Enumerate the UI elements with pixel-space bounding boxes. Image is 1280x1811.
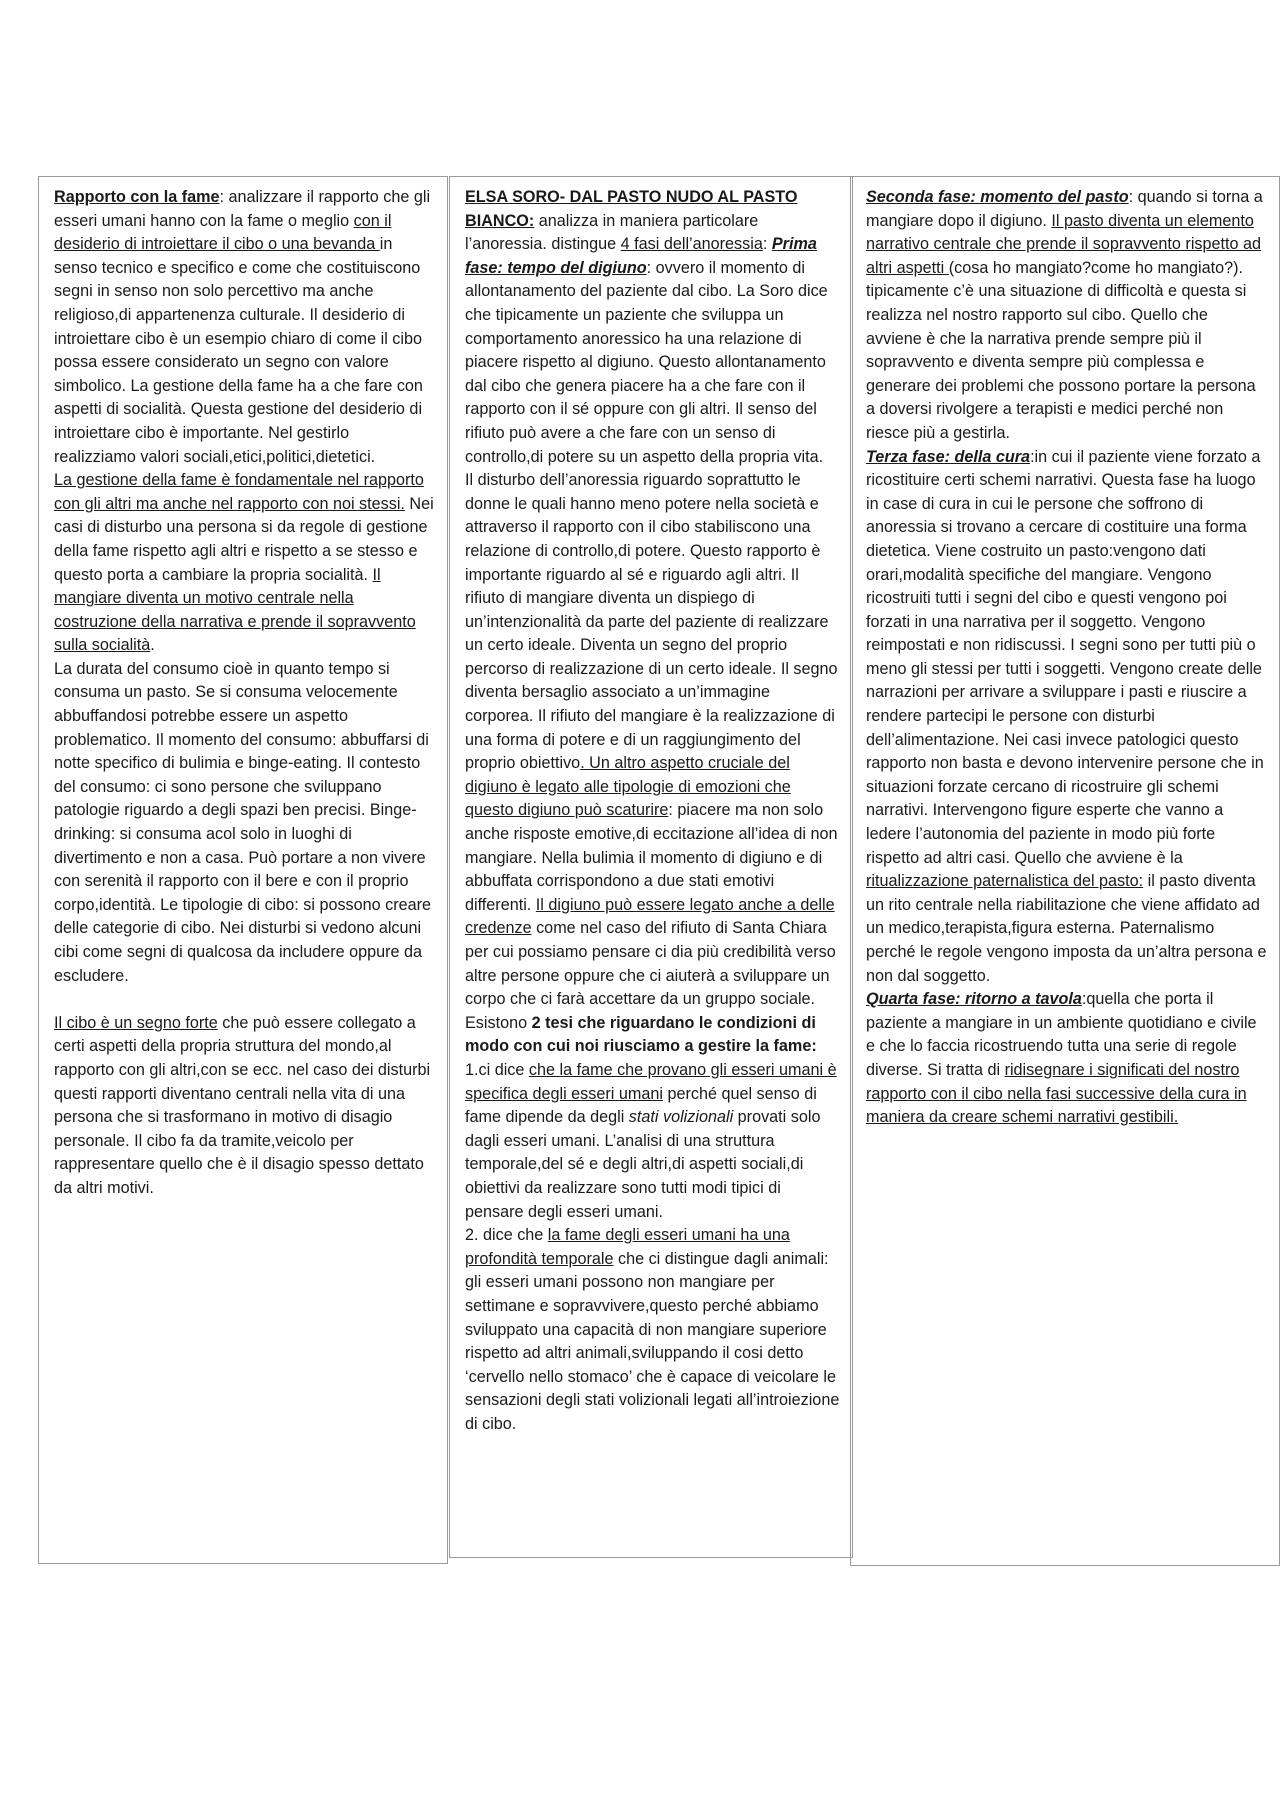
text-run: stati volizionali	[628, 1108, 734, 1127]
text-run: Prima fase: tempo del digiuno	[465, 235, 817, 277]
text-run: : analizzare il rapporto che gli esseri umani hanno con la fame o meglio	[54, 188, 431, 230]
text-run: :	[762, 235, 772, 254]
text-run: Il digiuno può essere legato anche a delle credenze	[465, 895, 835, 938]
text-run: Rapporto con la fame	[54, 188, 220, 206]
text-run: Esistono	[465, 1013, 532, 1032]
text-run: provati solo dagli esseri umani. L’analisi di una struttura temporale,del sé e degli altri,di aspetti sociali,di obiettivi da realizzare sono tutti modi tipici di pensare degli esseri umani.	[465, 1108, 821, 1221]
paragraph	[866, 446, 1267, 989]
text-run: Seconda fase: momento del pasto	[866, 188, 1129, 206]
text-run: che la fame che provano gli esseri umani è specifica degli esseri umani	[465, 1060, 837, 1103]
paragraph	[465, 469, 840, 1012]
text-run: ridisegnare i significati del nostro rapporto con il cibo nella fasi successive della cura in maniera da creare schemi narrativi gestibili.	[866, 1060, 1247, 1127]
column-left	[38, 176, 448, 1564]
paragraph	[465, 1224, 840, 1436]
paragraph	[465, 1012, 840, 1059]
text-run: che ci distingue dagli animali: gli esseri umani possono non mangiare per settimane e sopravvivere,questo perché abbiamo sviluppato una capacità di non mangiare superiore rispetto ad altri animali,sviluppando il cosi detto ‘cervello nello stomaco’ che è capace di veicolare le sensazioni degli stati volizionali legati all’introiezione di cibo.	[465, 1249, 840, 1433]
text-run: perché quel senso di fame dipende da degli	[465, 1084, 817, 1127]
text-run: 4 fasi dell’anoressia	[620, 235, 763, 254]
text-run: La gestione della fame è fondamentale nel rapporto con gli altri ma anche nel rapporto con noi stessi.	[54, 471, 424, 513]
text-run: Quarta fase: ritorno a tavola	[866, 990, 1082, 1009]
column-right	[850, 176, 1280, 1566]
paragraph	[465, 186, 840, 469]
text-run: . Un altro aspetto cruciale del digiuno è legato alle tipologie di emozioni che questo digiuno può scaturire	[465, 754, 791, 820]
text-run: che può essere collegato a certi aspetti della propria struttura del mondo,al rapporto con gli altri,con se ecc. nel caso dei disturbi questi rapporti diventano centrali nella vita di una persona che si trasformano in motivo di disagio personale. Il cibo fa da tramite,veicolo per rappresentare quello che è il disagio spesso dettato da altri motivi.	[54, 1013, 431, 1197]
text-run: Il cibo è un segno forte	[54, 1013, 218, 1032]
paragraph	[54, 658, 435, 988]
paragraph	[54, 186, 435, 469]
text-run: Terza fase: della cura	[866, 447, 1031, 466]
text-run: ritualizzazione paternalistica del pasto:	[866, 872, 1144, 891]
paragraph	[54, 1012, 435, 1201]
text-run: .	[150, 636, 155, 655]
text-run: Il pasto diventa un elemento narrativo centrale che prende il sopravvento rispetto ad altri aspetti	[866, 211, 1262, 277]
text-run: :quella che porta il paziente a mangiare in un ambiente quotidiano e civile e che lo faccia ricostruendo tutta una serie di regole diverse. Si tratta di	[866, 990, 1257, 1079]
text-run: con il desiderio di introiettare il cibo o una bevanda	[54, 211, 392, 254]
text-run: la fame degli esseri umani ha una profondità temporale	[465, 1226, 790, 1268]
text-run: Nei casi di disturbo una persona si da regole di gestione della fame rispetto agli altri e rispetto a se stesso e questo porta a cambiare la propria socialità.	[54, 494, 434, 584]
text-run: (cosa ho mangiato?come ho mangiato?). tipicamente c’è una situazione di difficoltà e questa si realizza nel nostro rapporto sul cibo. Quello che avviene è che la narrativa prende sempre più il sopravvento e diventa sempre più complessa e generare dei problemi che possono portare la persona a doversi rivolgere a terapisti e medici perché non riesce più a gestirla.	[866, 258, 1256, 442]
text-run: 2. dice che	[465, 1226, 548, 1245]
text-run: come nel caso del rifiuto di Santa Chiara per cui possiamo pensare ci dia più credibilità verso altre persone oppure che ci aiuterà a sviluppare un corpo che ci farà accettare da un gruppo sociale.	[465, 919, 836, 1009]
text-run: :in cui il paziente viene forzato a ricostituire certi schemi narrativi. Questa fase ha luogo in case di cura in cui le persone che soffrono di anoressia si trovano a cercare di costituire una forma dietetica. Viene costruito un pasto:vengono dati orari,modalità specifiche del mangiare. Vengono ricostruiti tutti i segni del cibo e questi vengono poi forzati in una narrativa per il soggetto. Vengono reimpostati e non ridiscussi. I segni sono per tutti più o meno gli stessi per tutti i soggetti. Vengono create delle narrazioni per arrivare a sviluppare i pasti e riuscire a rendere partecipi le persone con disturbi dell’alimentazione. Nei casi invece patologici questo rapporto non basta e devono intervenire persone che in situazioni forzate cercano di ricostruire gli schemi narrativi. Intervengono figure esperte che vanno a ledere l’autonomia del paziente in modo più forte rispetto ad altri casi. Quello che avviene è la	[866, 447, 1264, 867]
blank-line	[54, 988, 435, 1012]
text-run: ELSA SORO- DAL PASTO NUDO AL PASTO BIANCO:	[465, 188, 798, 230]
text-run: 1.ci dice	[465, 1060, 529, 1079]
text-run: analizza in maniera particolare l’anoressia. distingue	[465, 211, 759, 254]
text-run: 2 tesi che riguardano le condizioni di modo con cui noi riusciamo a gestire la fame:	[465, 1013, 817, 1056]
paragraph	[465, 1059, 840, 1224]
text-run: in senso tecnico e specifico e come che costituiscono segni in senso non solo percettivo ma anche religioso,di appartenenza culturale. Il desiderio di introiettare cibo è un esempio chiaro di come il cibo possa essere considerato un segno con valore simbolico. La gestione della fame ha a che fare con aspetti di socialità. Questa gestione del desiderio di introiettare cibo è importante. Nel gestirlo realizziamo valori sociali,etici,politici,dietetici.	[54, 235, 423, 466]
text-run: : piacere ma non solo anche risposte emotive,di eccitazione all’idea di non mangiare. Nella bulimia il momento di digiuno e di abbuffata corrispondono a due stati emotivi differenti.	[465, 801, 838, 914]
text-run: : quando si torna a mangiare dopo il digiuno.	[866, 188, 1263, 230]
paragraph	[866, 186, 1267, 446]
paragraph	[54, 469, 435, 658]
text-run: La durata del consumo cioè in quanto tempo si consuma un pasto. Se si consuma velocemente abbuffandosi potrebbe essere un aspetto problematico. Il momento del consumo: abbuffarsi di notte specifico di bulimia e binge-eating. Il contesto del consumo: ci sono persone che sviluppano patologie riguardo a degli spazi ben precisi. Binge-drinking: si consuma acol solo in luoghi di divertimento e non a casa. Può portare a non vivere con serenità il rapporto con il bere e con il proprio corpo,identità. Le tipologie di cibo: si possono creare delle categorie di cibo. Nei disturbi si vedono alcuni cibi come segni di qualcosa da includere oppure da escludere.	[54, 659, 432, 985]
text-run: il pasto diventa un rito centrale nella riabilitazione che viene affidato ad un medico,terapista,figura esterna. Paternalismo perché le regole vengono imposta da un’altra persona e non dal soggetto.	[866, 872, 1267, 985]
text-run: Il mangiare diventa un motivo centrale nella costruzione della narrativa e prende il sopravvento sulla socialità	[54, 565, 416, 655]
column-middle	[449, 176, 853, 1558]
text-run: : ovvero il momento di allontanamento del paziente dal cibo. La Soro dice che tipicamente un paziente che sviluppa un comportamento anoressico ha una relazione di piacere rispetto al digiuno. Questo allontanamento dal cibo che genera piacere ha a che fare con il rapporto con il sé oppure con gli altri. Il senso del rifiuto può avere a che fare con un senso di controllo,di potere su un aspetto della propria vita.	[465, 258, 828, 466]
paragraph	[866, 988, 1267, 1130]
text-run: Il disturbo dell’anoressia riguardo soprattutto le donne le quali hanno meno potere nella società e attraverso il rapporto con il cibo stabiliscono una relazione di controllo,di potere. Questo rapporto è importante riguardo al sé e riguardo agli altri. Il rifiuto di mangiare diventa un dispiego di un’intenzionalità da parte del paziente di realizzare un certo ideale. Diventa un segno del proprio percorso di realizzazione di un certo ideale. Il segno diventa bersaglio associato a un’immagine corporea. Il rifiuto del mangiare è la realizzazione di una forma di potere e di un raggiungimento del proprio obiettivo	[465, 471, 838, 773]
